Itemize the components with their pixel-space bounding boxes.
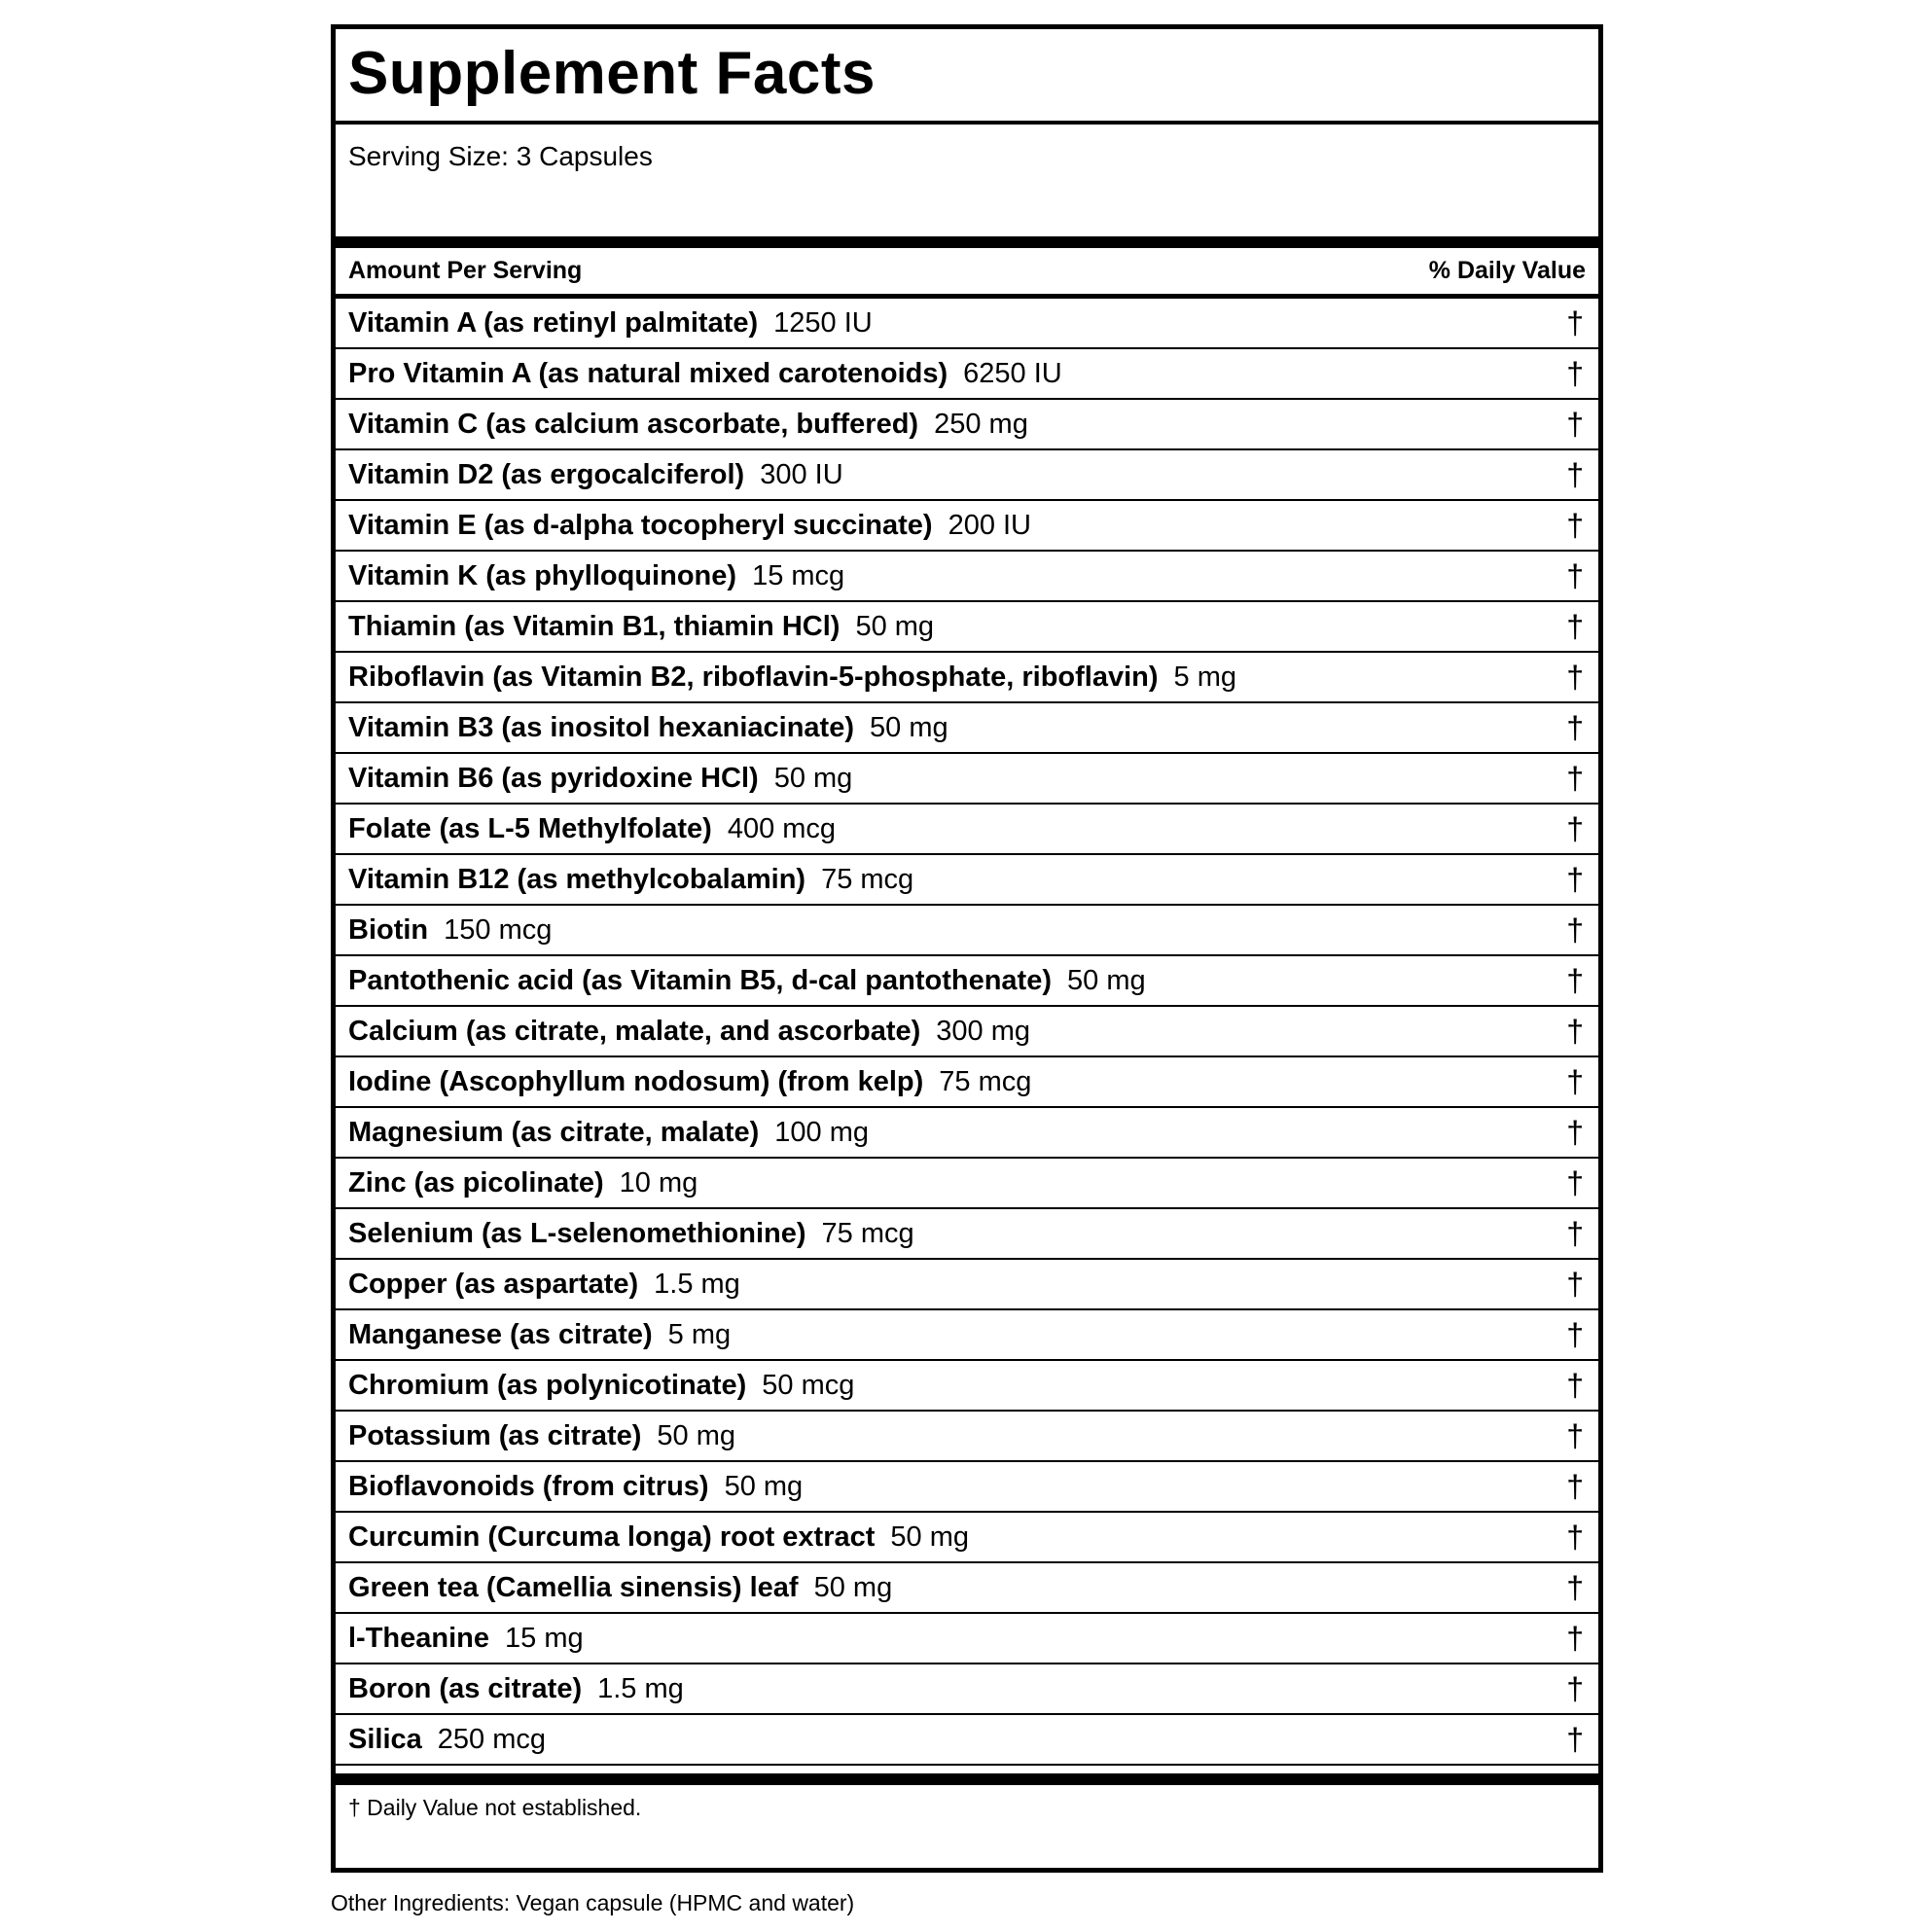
- daily-value: †: [1566, 861, 1584, 897]
- nutrient-amount: 6250 IU: [963, 357, 1062, 389]
- nutrient-cell: [348, 712, 948, 744]
- daily-value: †: [1566, 355, 1584, 391]
- daily-value: †: [1566, 1367, 1584, 1403]
- nutrient-name: Vitamin B6 (as pyridoxine HCl): [348, 762, 759, 794]
- nutrient-cell: [348, 1521, 969, 1554]
- nutrient-name: Vitamin D2 (as ergocalciferol): [348, 458, 745, 490]
- table-row: [336, 1513, 1598, 1563]
- nutrient-amount: 5 mg: [1173, 661, 1237, 693]
- nutrient-cell: [348, 510, 1031, 542]
- nutrient-cell: [348, 358, 1062, 390]
- nutrient-name: Chromium (as polynicotinate): [348, 1369, 747, 1401]
- daily-value: †: [1566, 760, 1584, 796]
- table-row: [336, 450, 1598, 501]
- page-title: Supplement Facts: [348, 40, 876, 107]
- serving-size: Serving Size: 3 Capsules: [336, 125, 1598, 248]
- nutrient-name: Pro Vitamin A (as natural mixed carotenoids): [348, 357, 948, 389]
- nutrient-name: Thiamin (as Vitamin B1, thiamin HCl): [348, 610, 841, 642]
- table-row: [336, 501, 1598, 552]
- daily-value: †: [1566, 1063, 1584, 1099]
- nutrient-cell: [348, 763, 852, 795]
- nutrient-amount: 250 mcg: [437, 1723, 547, 1755]
- nutrient-name: Potassium (as citrate): [348, 1419, 642, 1451]
- table-row: [336, 906, 1598, 956]
- nutrient-amount: 50 mg: [890, 1521, 970, 1553]
- nutrient-amount: 400 mcg: [727, 812, 837, 844]
- table-row: [336, 1614, 1598, 1664]
- nutrient-amount: 100 mg: [774, 1116, 869, 1148]
- nutrient-name: Riboflavin (as Vitamin B2, riboflavin-5-phosphate, riboflavin): [348, 661, 1159, 693]
- table-row: [336, 703, 1598, 754]
- daily-value: †: [1566, 1215, 1584, 1251]
- table-row: [336, 1664, 1598, 1715]
- nutrient-amount: 50 mg: [870, 711, 948, 743]
- daily-value: †: [1566, 1316, 1584, 1352]
- table-row: [336, 1108, 1598, 1159]
- nutrient-cell: [348, 1420, 735, 1452]
- nutrient-cell: [348, 1471, 803, 1503]
- nutrient-amount: 50 mg: [813, 1571, 893, 1603]
- nutrient-cell: [348, 1066, 1031, 1098]
- nutrient-amount: 50 mcg: [762, 1369, 855, 1401]
- daily-value: †: [1566, 1114, 1584, 1150]
- table-header: [336, 248, 1598, 299]
- daily-value: †: [1566, 1468, 1584, 1504]
- nutrient-name: Curcumin (Curcuma longa) root extract: [348, 1521, 876, 1553]
- nutrient-cell: [348, 813, 836, 845]
- nutrient-list: [336, 299, 1598, 1766]
- nutrient-cell: [348, 1117, 869, 1149]
- nutrient-amount: 15 mcg: [752, 559, 845, 591]
- daily-value: †: [1566, 456, 1584, 492]
- daily-value: †: [1566, 709, 1584, 745]
- daily-value: †: [1566, 1013, 1584, 1049]
- nutrient-amount: 75 mcg: [821, 1217, 914, 1249]
- amount-per-serving-header: Amount Per Serving: [348, 257, 583, 284]
- table-row: [336, 1563, 1598, 1614]
- nutrient-name: Vitamin C (as calcium ascorbate, buffered): [348, 408, 919, 440]
- daily-value: †: [1566, 810, 1584, 846]
- daily-value: †: [1566, 608, 1584, 644]
- nutrient-amount: 200 IU: [948, 509, 1032, 541]
- nutrient-amount: 150 mcg: [444, 913, 553, 946]
- table-row: [336, 1361, 1598, 1412]
- daily-value: †: [1566, 962, 1584, 998]
- nutrient-name: Boron (as citrate): [348, 1672, 583, 1704]
- nutrient-amount: 50 mg: [773, 762, 853, 794]
- nutrient-cell: [348, 1167, 698, 1199]
- daily-value: †: [1566, 1519, 1584, 1555]
- nutrient-amount: 1.5 mg: [597, 1672, 684, 1704]
- nutrient-name: Biotin: [348, 913, 429, 946]
- other-ingredients: Other Ingredients: Vegan capsule (HPMC and water): [331, 1890, 855, 1915]
- nutrient-name: Selenium (as L-selenomethionine): [348, 1217, 806, 1249]
- nutrient-cell: [348, 965, 1146, 997]
- nutrient-amount: 50 mg: [657, 1419, 735, 1451]
- nutrient-name: Vitamin E (as d-alpha tocopheryl succinate): [348, 509, 933, 541]
- nutrient-name: Folate (as L-5 Methylfolate): [348, 812, 712, 844]
- table-row: [336, 653, 1598, 703]
- footnote: † Daily Value not established.: [348, 1795, 642, 1820]
- nutrient-amount: 300 mg: [936, 1015, 1031, 1047]
- nutrient-name: Calcium (as citrate, malate, and ascorbate): [348, 1015, 921, 1047]
- nutrient-name: Pantothenic acid (as Vitamin B5, d-cal pantothenate): [348, 964, 1052, 996]
- daily-value: †: [1566, 1670, 1584, 1706]
- table-row: [336, 349, 1598, 400]
- table-row: [336, 1209, 1598, 1260]
- nutrient-amount: 1250 IU: [773, 306, 873, 339]
- table-row: [336, 1715, 1598, 1766]
- bottom-divider: [336, 1766, 1598, 1785]
- nutrient-amount: 50 mg: [1067, 964, 1146, 996]
- daily-value: †: [1566, 912, 1584, 948]
- daily-value: †: [1566, 507, 1584, 543]
- nutrient-cell: [348, 1623, 584, 1655]
- nutrient-cell: [348, 1269, 740, 1301]
- nutrient-amount: 300 IU: [760, 458, 843, 490]
- nutrient-cell: [348, 1218, 914, 1250]
- nutrient-name: Bioflavonoids (from citrus): [348, 1470, 709, 1502]
- daily-value: †: [1566, 659, 1584, 695]
- daily-value: †: [1566, 1620, 1584, 1656]
- daily-value: †: [1566, 1164, 1584, 1200]
- table-row: [336, 1007, 1598, 1057]
- nutrient-name: Copper (as aspartate): [348, 1268, 639, 1300]
- daily-value: †: [1566, 304, 1584, 340]
- nutrient-name: Vitamin A (as retinyl palmitate): [348, 306, 759, 339]
- nutrient-amount: 10 mg: [619, 1166, 698, 1199]
- nutrient-cell: [348, 1016, 1030, 1048]
- nutrient-name: l-Theanine: [348, 1622, 490, 1654]
- table-row: [336, 1462, 1598, 1513]
- nutrient-cell: [348, 459, 843, 491]
- table-row: [336, 1412, 1598, 1462]
- nutrient-amount: 5 mg: [667, 1318, 732, 1350]
- nutrient-cell: [348, 864, 913, 896]
- daily-value: †: [1566, 1417, 1584, 1453]
- daily-value: †: [1566, 1569, 1584, 1605]
- daily-value: †: [1566, 1266, 1584, 1302]
- nutrient-amount: 250 mg: [934, 408, 1028, 440]
- table-row: [336, 299, 1598, 349]
- table-row: [336, 400, 1598, 450]
- nutrient-name: Vitamin B12 (as methylcobalamin): [348, 863, 806, 895]
- daily-value: †: [1566, 406, 1584, 442]
- table-row: [336, 552, 1598, 602]
- nutrient-cell: [348, 914, 552, 947]
- nutrient-name: Zinc (as picolinate): [348, 1166, 604, 1199]
- table-row: [336, 754, 1598, 805]
- table-row: [336, 1310, 1598, 1361]
- nutrient-cell: [348, 1673, 684, 1705]
- daily-value-header: % Daily Value: [1428, 257, 1586, 284]
- title-area: [336, 29, 1598, 125]
- table-row: [336, 602, 1598, 653]
- daily-value: †: [1566, 1721, 1584, 1757]
- nutrient-cell: [348, 1370, 854, 1402]
- table-row: [336, 1057, 1598, 1108]
- nutrient-amount: 75 mcg: [939, 1065, 1032, 1097]
- nutrient-cell: [348, 1319, 731, 1351]
- nutrient-amount: 75 mcg: [821, 863, 914, 895]
- nutrient-cell: [348, 560, 844, 592]
- nutrient-name: Vitamin K (as phylloquinone): [348, 559, 737, 591]
- nutrient-cell: [348, 1572, 892, 1604]
- daily-value: †: [1566, 557, 1584, 593]
- nutrient-amount: 50 mg: [855, 610, 935, 642]
- nutrient-amount: 15 mg: [505, 1622, 584, 1654]
- nutrient-name: Magnesium (as citrate, malate): [348, 1116, 760, 1148]
- nutrient-name: Green tea (Camellia sinensis) leaf: [348, 1571, 799, 1603]
- nutrient-amount: 1.5 mg: [654, 1268, 740, 1300]
- nutrient-cell: [348, 662, 1236, 694]
- table-row: [336, 1260, 1598, 1310]
- nutrient-name: Iodine (Ascophyllum nodosum) (from kelp): [348, 1065, 924, 1097]
- nutrient-amount: 50 mg: [724, 1470, 804, 1502]
- nutrient-cell: [348, 611, 934, 643]
- table-row: [336, 956, 1598, 1007]
- nutrient-cell: [348, 1724, 546, 1756]
- nutrient-name: Vitamin B3 (as inositol hexaniacinate): [348, 711, 855, 743]
- table-row: [336, 805, 1598, 855]
- supplement-facts-panel: [331, 24, 1603, 1873]
- table-row: [336, 855, 1598, 906]
- nutrient-name: Silica: [348, 1723, 422, 1755]
- nutrient-cell: [348, 307, 873, 340]
- nutrient-name: Manganese (as citrate): [348, 1318, 653, 1350]
- table-row: [336, 1159, 1598, 1209]
- nutrient-cell: [348, 409, 1028, 441]
